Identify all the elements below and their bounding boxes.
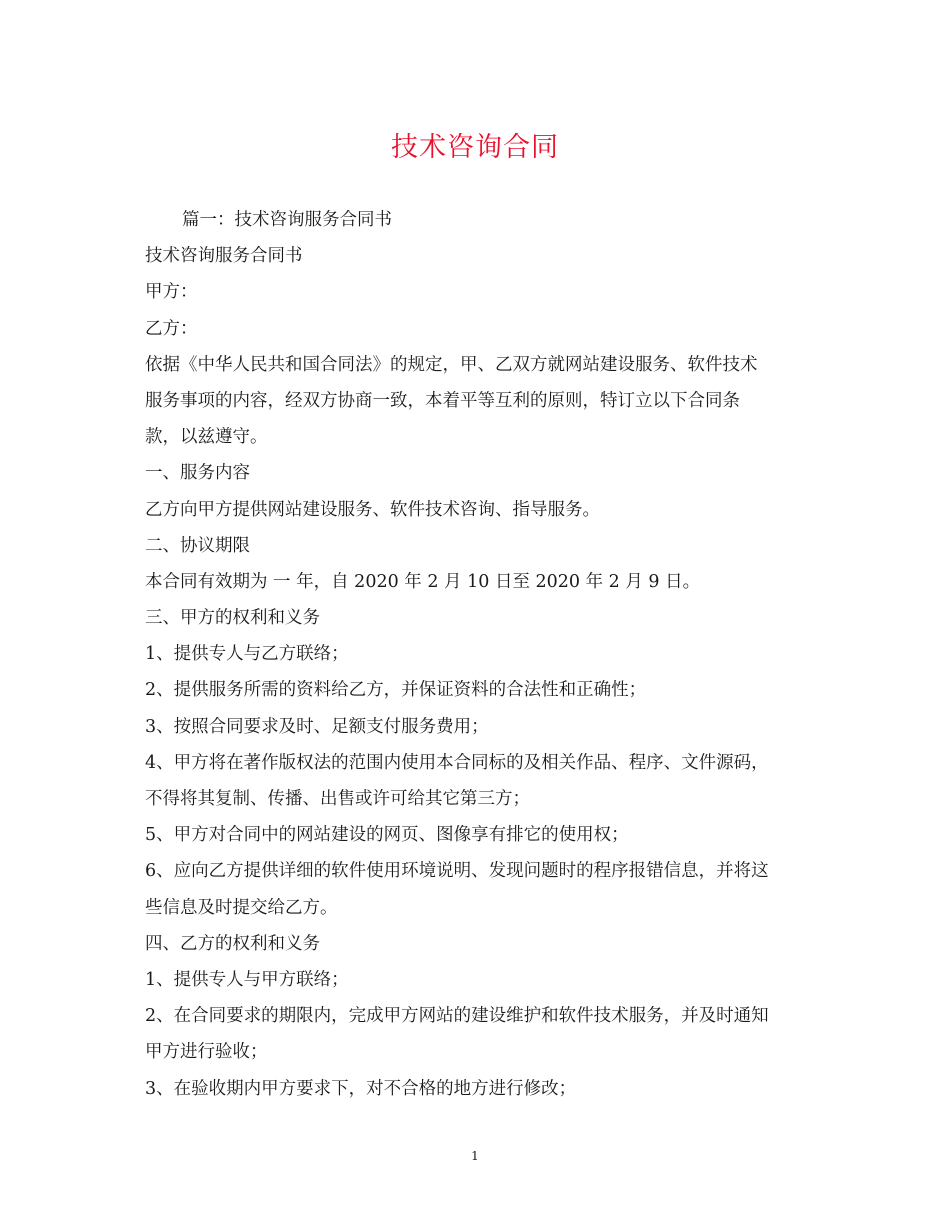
party-a-line: 甲方： xyxy=(145,282,198,303)
paragraph-line: 本合同有效期为 一 年，自 2020 年 2 月 10 日至 2020 年 2 月 9 日。 xyxy=(145,571,701,592)
document-title: 技术咨询合同 xyxy=(391,132,559,163)
list-item-continued: 些信息及时提交给乙方。 xyxy=(145,897,338,918)
contract-name-line: 技术咨询服务合同书 xyxy=(145,246,303,267)
page-number: 1 xyxy=(471,1149,479,1163)
list-item: 3、在验收期内甲方要求下，对不合格的地方进行修改； xyxy=(145,1078,577,1099)
clause-heading: 二、协议期限 xyxy=(145,535,250,556)
party-b-line: 乙方： xyxy=(145,318,198,339)
paragraph-line: 依据《中华人民共和国合同法》的规定，甲、乙双方就网站建设服务、软件技术 xyxy=(145,354,758,375)
list-item: 2、在合同要求的期限内，完成甲方网站的建设维护和软件技术服务，并及时通知 xyxy=(145,1006,769,1027)
list-item: 1、提供专人与甲方联络； xyxy=(145,969,349,990)
list-item-continued: 不得将其复制、传播、出售或许可给其它第三方； xyxy=(145,789,530,809)
section-heading: 篇一：技术咨询服务合同书 xyxy=(182,210,392,230)
list-item: 6、应向乙方提供详细的软件使用环境说明、发现问题时的程序报错信息，并将这 xyxy=(145,861,769,882)
list-item: 5、甲方对合同中的网站建设的网页、图像享有排它的使用权； xyxy=(145,825,629,846)
list-item-continued: 甲方进行验收； xyxy=(145,1042,268,1063)
list-item: 1、提供专人与乙方联络； xyxy=(145,644,349,665)
list-item: 2、提供服务所需的资料给乙方，并保证资料的合法性和正确性； xyxy=(145,680,647,701)
paragraph-line: 款，以兹遵守。 xyxy=(145,427,268,448)
clause-heading: 三、甲方的权利和义务 xyxy=(145,608,320,629)
document-body xyxy=(145,202,815,1107)
clause-heading: 一、服务内容 xyxy=(145,463,250,484)
paragraph-line: 服务事项的内容，经双方协商一致，本着平等互利的原则，特订立以下合同条 xyxy=(145,390,740,411)
clause-heading: 四、乙方的权利和义务 xyxy=(145,933,320,954)
list-item: 4、甲方将在著作版权法的范围内使用本合同标的及相关作品、程序、文件源码， xyxy=(145,752,769,773)
paragraph-line: 乙方向甲方提供网站建设服务、软件技术咨询、指导服务。 xyxy=(145,499,600,520)
list-item: 3、按照合同要求及时、足额支付服务费用； xyxy=(145,716,489,737)
